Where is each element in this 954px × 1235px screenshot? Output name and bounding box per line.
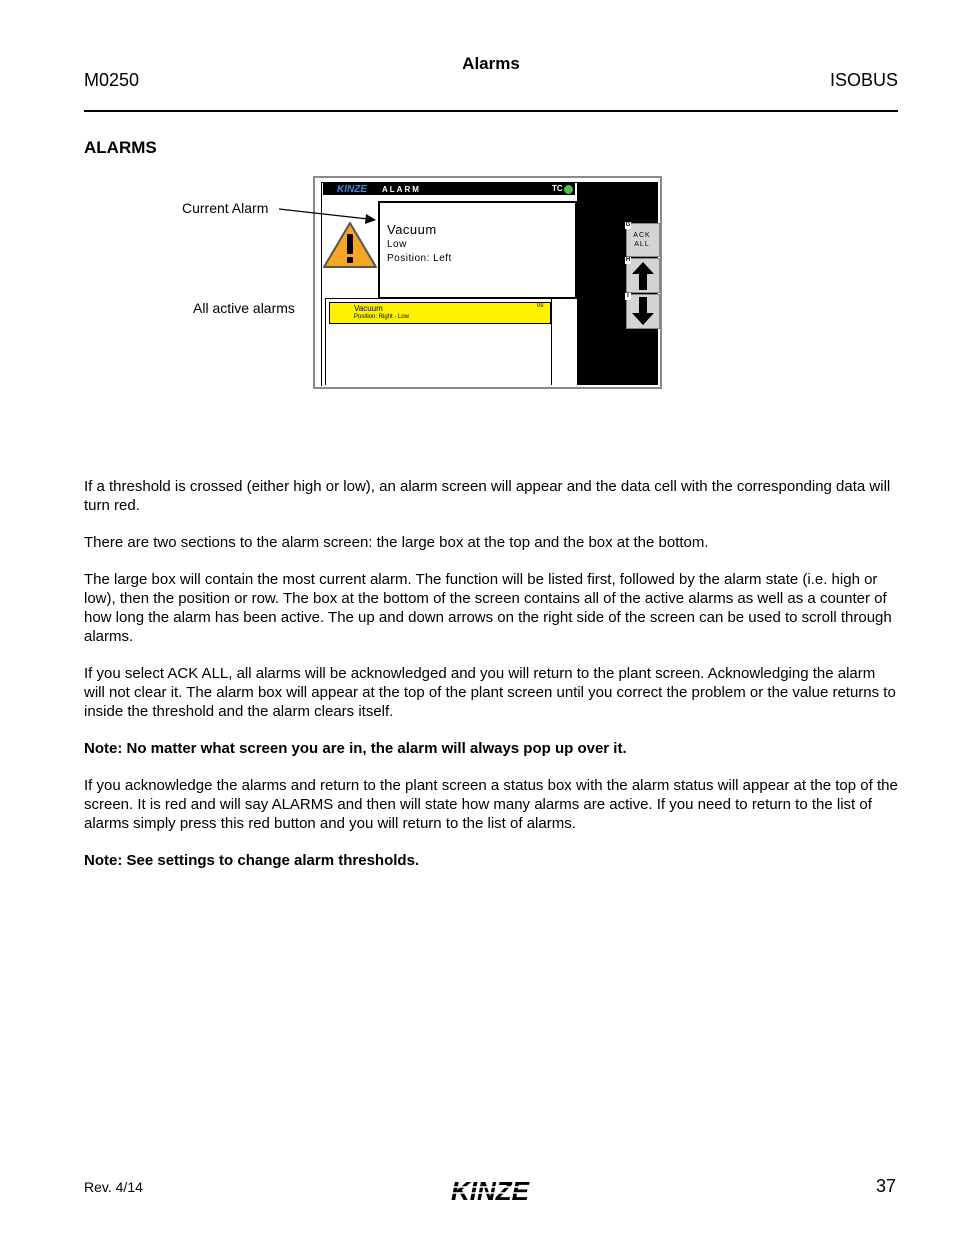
tc-label: TC: [552, 184, 563, 193]
revision-label: Rev. 4/14: [84, 1179, 143, 1195]
current-alarm-position: Position: Left: [387, 253, 452, 264]
list-item-position: Position: Right - Low: [354, 314, 410, 320]
page-number: 37: [875, 1176, 896, 1196]
manual-number: M0250: [84, 70, 140, 90]
section-title: ALARMS: [84, 138, 157, 157]
ack-all-label-line2: ALL: [634, 241, 650, 248]
body-paragraph-1: If a threshold is crossed (either high or low), an alarm screen will appear and the data cell with the corresponding data will turn red.: [84, 478, 891, 514]
kinze-logo: [430, 1177, 550, 1205]
softkey-g-label: G: [625, 222, 631, 228]
current-alarm-function: Vacuum: [387, 222, 437, 237]
note-alarm-popup: Note: No matter what screen you are in, the alarm will always pop up over it.: [84, 740, 627, 757]
softkey-i-label: I: [625, 293, 631, 300]
page-header-title: Alarms: [462, 54, 520, 73]
callout-leader-lines: [0, 0, 954, 400]
body-paragraph-6: If you acknowledge the alarms and return to the plant screen a status box with the alarm status will appear at the top of the screen. It is red and will say ALARMS and then will state how many alarms are active. If you need to return to the list of alarms simply press this red button and you will return to the list of alarms.: [84, 777, 898, 832]
current-alarm-state: Low: [387, 239, 407, 250]
list-item-function: Vacuum: [354, 304, 383, 313]
note-thresholds: Note: See settings to change alarm thresholds.: [84, 852, 420, 869]
list-item-duration: 0s: [537, 303, 544, 309]
body-paragraph-3: The large box will contain the most current alarm. The function will be listed first, followed by the alarm state (i.e. high or low), then the position or row. The box at the bottom of the screen contains all of the active alarms as well as a counter of how long the alarm has been active. The up and down arrows on the right side of the screen can be used to scroll through alarms.: [84, 571, 892, 645]
screen-title: ALARM: [382, 185, 421, 194]
ack-all-label-line1: ACK: [633, 232, 651, 239]
softkey-h-label: H: [625, 257, 631, 263]
callout-current-alarm: Current Alarm: [182, 200, 269, 216]
screen-logo: KINZE: [337, 184, 367, 195]
kinze-logo-text: KINZE: [451, 1177, 529, 1205]
body-paragraph-2: There are two sections to the alarm screen: the large box at the top and the box at the bottom.: [84, 534, 709, 551]
header-section-label: ISOBUS: [829, 70, 898, 90]
callout-active-alarms: All active alarms: [193, 300, 295, 316]
body-paragraph-4: If you select ACK ALL, all alarms will be acknowledged and you will return to the plant screen. Acknowledging the alarm will not clear it. The alarm box will appear at the top of the plant screen until you correct the problem or the value returns to inside the threshold and the alarm clears itself.: [84, 665, 896, 720]
